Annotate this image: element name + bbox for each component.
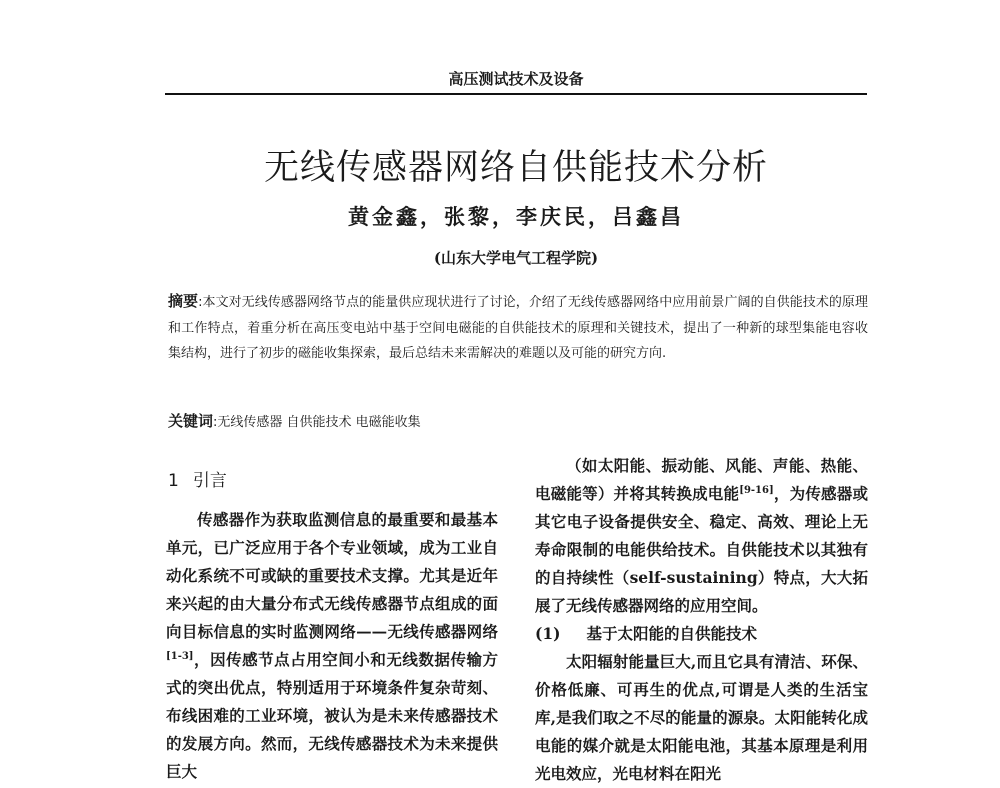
abstract — [168, 289, 868, 367]
author-list: 黄金鑫，张黎，李庆民，吕鑫昌 — [348, 204, 684, 229]
header-rule — [165, 93, 867, 95]
affiliation: (山东大学电气工程学院) — [433, 249, 599, 267]
running-head: 高压测试技术及设备 — [448, 70, 584, 88]
citation: [9-16] — [739, 484, 774, 496]
left-column — [166, 506, 498, 786]
abstract-text: :本文对无线传感器网络节点的能量供应现状进行了讨论，介绍了无线传感器网络中应用前景广阔的自供能技术的原理和工作特点，着重分析在高压变电站中基于空间电磁能的自供能技术的原理和关键技术，提出了一种新的球型集能电容收集结构，进行了初步的磁能收集探索，最后总结未来需解决的难题以及可能的研究方向. — [168, 295, 868, 361]
keywords-text: :无线传感器 自供能技术 电磁能收集 — [213, 415, 421, 430]
right-column — [535, 452, 868, 788]
section-number: 1 — [168, 471, 179, 491]
right-text-a: （如太阳能、振动能、风能、声能、热能、电磁能等）并将其转换成电能 — [535, 456, 868, 503]
subsection-number: (1) — [535, 624, 561, 643]
left-paragraph — [166, 506, 498, 786]
subsection-title: 基于太阳能的自供能技术 — [586, 624, 757, 643]
subsection-heading — [535, 620, 868, 648]
section-title: 引言 — [192, 471, 227, 491]
right-paragraph-2: 太阳辐射能量巨大,而且它具有清洁、环保、价格低廉、可再生的优点,可谓是人类的生活宝库,是我们取之不尽的能量的源泉。太阳能转化成电能的媒介就是太阳能电池，其基本原理是利用光电效应，光电材料在阳光 — [535, 652, 868, 783]
article-title: 无线传感器网络自供能技术分析 — [263, 148, 768, 188]
left-text-b: ，因传感节点占用空间小和无线数据传输方式的突出优点，特别适用于环境条件复杂苛刻、布线困难的工业环境，被认为是未来传感器技术的发展方向。然而，无线传感器技术为未来提供巨大 — [166, 650, 498, 781]
keywords-label: 关键词 — [168, 412, 214, 430]
abstract-label: 摘要 — [168, 292, 199, 310]
section-heading — [168, 466, 227, 491]
right-paragraph-1 — [535, 452, 868, 620]
left-text-a: 传感器作为获取监测信息的最重要和最基本单元，已广泛应用于各个专业领域，成为工业自动化系统不可或缺的重要技术支撑。尤其是近年来兴起的由大量分布式无线传感器节点组成的面向目标信息的实时监测网络——无线传感器网络 — [166, 510, 498, 641]
keywords — [168, 410, 868, 431]
right-text-b: ，为传感器或其它电子设备提供安全、稳定、高效、理论上无寿命限制的电能供给技术。自供能技术以其独有的自持续性（self-sustaining）特点，大大拓展了无线传感器网络的应用空间。 — [535, 484, 868, 615]
citation: [1-3] — [166, 650, 194, 662]
